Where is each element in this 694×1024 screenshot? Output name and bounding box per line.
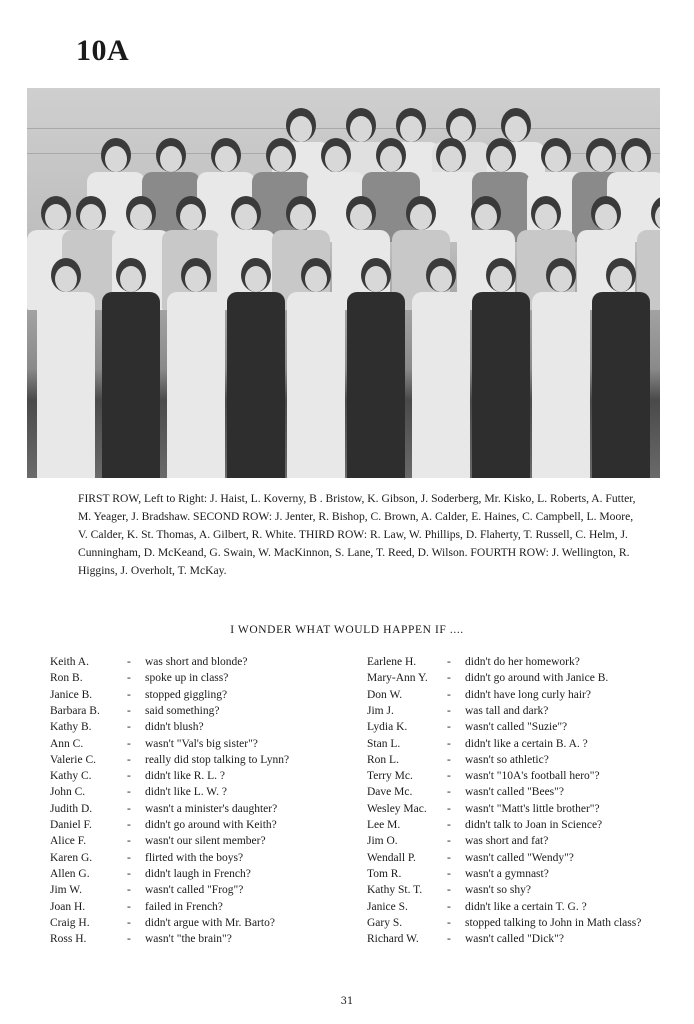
figure-shape: [235, 204, 257, 230]
wonder-text: wasn't called "Bees"?: [465, 786, 564, 799]
student-name: Gary S.: [367, 916, 403, 929]
student-name: Craig H.: [50, 916, 90, 929]
figure-shape: [180, 204, 202, 230]
student-name: Kathy C.: [50, 770, 92, 783]
wonder-text: wasn't so athletic?: [465, 753, 549, 766]
wonder-text: didn't blush?: [145, 721, 204, 734]
dash-separator: -: [447, 753, 451, 766]
dash-separator: -: [447, 835, 451, 848]
wonder-text: wasn't called "Wendy"?: [465, 851, 574, 864]
figure-shape: [625, 146, 647, 172]
wonder-text: wasn't "Matt's little brother"?: [465, 802, 600, 815]
dash-separator: -: [127, 737, 131, 750]
dash-separator: -: [447, 770, 451, 783]
figure-shape: [167, 292, 225, 478]
figure-shape: [592, 292, 650, 478]
student-name: Don W.: [367, 688, 403, 701]
dash-separator: -: [447, 900, 451, 913]
student-name: Kathy B.: [50, 721, 92, 734]
figure-shape: [475, 204, 497, 230]
figure-shape: [55, 266, 77, 292]
figure-shape: [595, 204, 617, 230]
wonder-text: stopped giggling?: [145, 688, 228, 701]
student-name: Lee M.: [367, 819, 401, 831]
wonder-text: wasn't a gymnast?: [465, 867, 549, 880]
figure-shape: [305, 266, 327, 292]
figure-shape: [535, 204, 557, 230]
dash-separator: -: [447, 786, 451, 799]
dash-separator: -: [127, 835, 131, 848]
figure-shape: [365, 266, 387, 292]
student-name: Joan H.: [50, 900, 86, 913]
wonder-text: didn't go around with Keith?: [145, 819, 277, 831]
dash-separator: -: [447, 672, 451, 685]
figure-shape: [290, 116, 312, 142]
figure-shape: [400, 116, 422, 142]
figure-shape: [287, 292, 345, 478]
student-name: Terry Mc.: [367, 770, 413, 783]
wonder-text: wasn't called "Dick"?: [465, 933, 564, 946]
student-name: Karen G.: [50, 851, 93, 864]
dash-separator: -: [127, 851, 131, 864]
dash-separator: -: [127, 900, 131, 913]
wonder-text: said something?: [145, 704, 220, 717]
wonder-text: didn't argue with Mr. Barto?: [145, 916, 275, 929]
student-name: Mary-Ann Y.: [367, 672, 428, 685]
figure-shape: [410, 204, 432, 230]
dash-separator: -: [447, 802, 451, 815]
student-name: Janice S.: [367, 900, 408, 913]
student-name: Stan L.: [367, 737, 401, 750]
wonder-text: didn't like a certain B. A. ?: [465, 737, 588, 750]
figure-shape: [325, 146, 347, 172]
dash-separator: -: [127, 656, 131, 668]
wonder-text: was tall and dark?: [465, 704, 549, 717]
wonder-text: spoke up in class?: [145, 672, 229, 685]
student-name: Ross H.: [50, 933, 87, 946]
dash-separator: -: [127, 884, 131, 897]
student-name: Ann C.: [50, 737, 84, 750]
class-photo: [27, 88, 660, 478]
figure-shape: [590, 146, 612, 172]
wonder-text: flirted with the boys?: [145, 851, 244, 864]
wonder-text: was short and blonde?: [145, 656, 248, 668]
dash-separator: -: [447, 867, 451, 880]
figure-shape: [490, 146, 512, 172]
page-number: 31: [340, 996, 354, 1007]
wonder-text: wasn't so shy?: [465, 884, 531, 897]
student-name: Barbara B.: [50, 704, 100, 717]
dash-separator: -: [447, 688, 451, 701]
wonder-text: didn't go around with Janice B.: [465, 672, 609, 685]
figure-shape: [550, 266, 572, 292]
wall-line: [27, 128, 660, 129]
figure-shape: [490, 266, 512, 292]
figure-shape: [185, 266, 207, 292]
wonder-text: didn't like a certain T. G. ?: [465, 900, 587, 913]
dash-separator: -: [447, 933, 451, 946]
dash-separator: -: [447, 884, 451, 897]
student-name: Judith D.: [50, 802, 93, 815]
student-name: Jim J.: [367, 704, 394, 717]
student-name: Jim W.: [50, 884, 82, 897]
student-name: Daniel F.: [50, 819, 92, 831]
figure-shape: [412, 292, 470, 478]
wonder-text: didn't have long curly hair?: [465, 688, 591, 701]
dash-separator: -: [127, 933, 131, 946]
student-name: Ron L.: [367, 753, 399, 766]
wonder-text: stopped talking to John in Math class?: [465, 916, 642, 929]
student-name: Janice B.: [50, 688, 93, 701]
wonder-text: really did stop talking to Lynn?: [145, 753, 290, 766]
figure-shape: [80, 204, 102, 230]
student-name: Valerie C.: [50, 753, 96, 766]
figure-shape: [430, 266, 452, 292]
figure-shape: [350, 116, 372, 142]
section-heading: I WONDER WHAT WOULD HAPPEN IF ....: [230, 624, 464, 636]
dash-separator: -: [127, 916, 131, 929]
dash-separator: -: [447, 721, 451, 734]
wonder-text: wasn't "the brain"?: [145, 933, 232, 946]
wonder-text: didn't like R. L. ?: [145, 770, 226, 783]
figure-shape: [472, 292, 530, 478]
student-name: Earlene H.: [367, 656, 417, 668]
figure-shape: [545, 146, 567, 172]
figure-shape: [290, 204, 312, 230]
wonder-text: was short and fat?: [465, 835, 549, 848]
dash-separator: -: [447, 916, 451, 929]
figure-shape: [215, 146, 237, 172]
wonder-text: failed in French?: [145, 900, 223, 913]
wonder-text: wasn't a minister's daughter?: [145, 802, 278, 815]
figure-shape: [45, 204, 67, 230]
figure-shape: [347, 292, 405, 478]
dash-separator: -: [127, 688, 131, 701]
wonder-text: wasn't "Val's big sister"?: [145, 737, 258, 750]
figure-shape: [130, 204, 152, 230]
figure-shape: [440, 146, 462, 172]
figure-shape: [245, 266, 267, 292]
figure-shape: [532, 292, 590, 478]
student-name: John C.: [50, 786, 86, 799]
dash-separator: -: [447, 656, 451, 668]
figure-shape: [102, 292, 160, 478]
dash-separator: -: [447, 704, 451, 717]
student-name: Tom R.: [367, 867, 402, 880]
figure-shape: [610, 266, 632, 292]
student-name: Wendall P.: [367, 851, 416, 864]
photo-caption: FIRST ROW, Left to Right: J. Haist, L. Koverny, B . Bristow, K. Gibson, J. Soderberg, Mr. Kisko, L. Roberts, A. Futter, M. Yeager, J. Bradshaw. SECOND ROW: J. Jenter, R. Bishop, C. Brown, A. Calder, E. Haines, C. Campbell, L. Moore, V. Calder, K. St. Thomas, A. Gilbert, R. White. THIRD ROW: R. Law, W. Phillips, D. Flaherty, T. Russell, C. Helm, J. Cunningham, D. McKeand, G. Swain, W. MacKinnon, S. Lane, T. Reed, D. Wilson. FOURTH ROW: J. Wellington, R. Higgins, J. Overholt, T. McKay.: [78, 492, 636, 577]
dash-separator: -: [127, 704, 131, 717]
figure-shape: [105, 146, 127, 172]
wonder-text: didn't talk to Joan in Science?: [465, 819, 603, 831]
student-name: Richard W.: [367, 933, 419, 946]
dash-separator: -: [127, 672, 131, 685]
dash-separator: -: [447, 819, 451, 831]
figure-shape: [270, 146, 292, 172]
student-name: Alice F.: [50, 835, 87, 848]
wonder-text: wasn't "10A's football hero"?: [465, 770, 600, 783]
dash-separator: -: [127, 786, 131, 799]
dash-separator: -: [127, 802, 131, 815]
figure-shape: [350, 204, 372, 230]
student-name: Allen G.: [50, 867, 90, 880]
figure-shape: [160, 146, 182, 172]
figure-shape: [380, 146, 402, 172]
dash-separator: -: [127, 770, 131, 783]
figure-shape: [505, 116, 527, 142]
dash-separator: -: [127, 721, 131, 734]
wonder-text: didn't laugh in French?: [145, 867, 251, 880]
dash-separator: -: [447, 851, 451, 864]
student-name: Jim O.: [367, 835, 398, 848]
figure-shape: [227, 292, 285, 478]
wonder-text: wasn't called "Frog"?: [145, 884, 244, 897]
student-name: Kathy St. T.: [367, 884, 423, 897]
page-title: 10A: [76, 34, 130, 67]
student-name: Lydia K.: [367, 721, 408, 734]
dash-separator: -: [127, 819, 131, 831]
student-name: Keith A.: [50, 656, 89, 668]
dash-separator: -: [127, 867, 131, 880]
student-name: Wesley Mac.: [367, 802, 427, 815]
student-name: Ron B.: [50, 672, 83, 685]
wonder-text: didn't do her homework?: [465, 656, 580, 668]
wonder-text: wasn't called "Suzie"?: [465, 721, 568, 734]
figure-shape: [37, 292, 95, 478]
dash-separator: -: [447, 737, 451, 750]
student-name: Dave Mc.: [367, 786, 413, 799]
wonder-text: didn't like L. W. ?: [145, 786, 227, 799]
wonder-text: wasn't our silent member?: [145, 835, 266, 848]
figure-shape: [120, 266, 142, 292]
dash-separator: -: [127, 753, 131, 766]
